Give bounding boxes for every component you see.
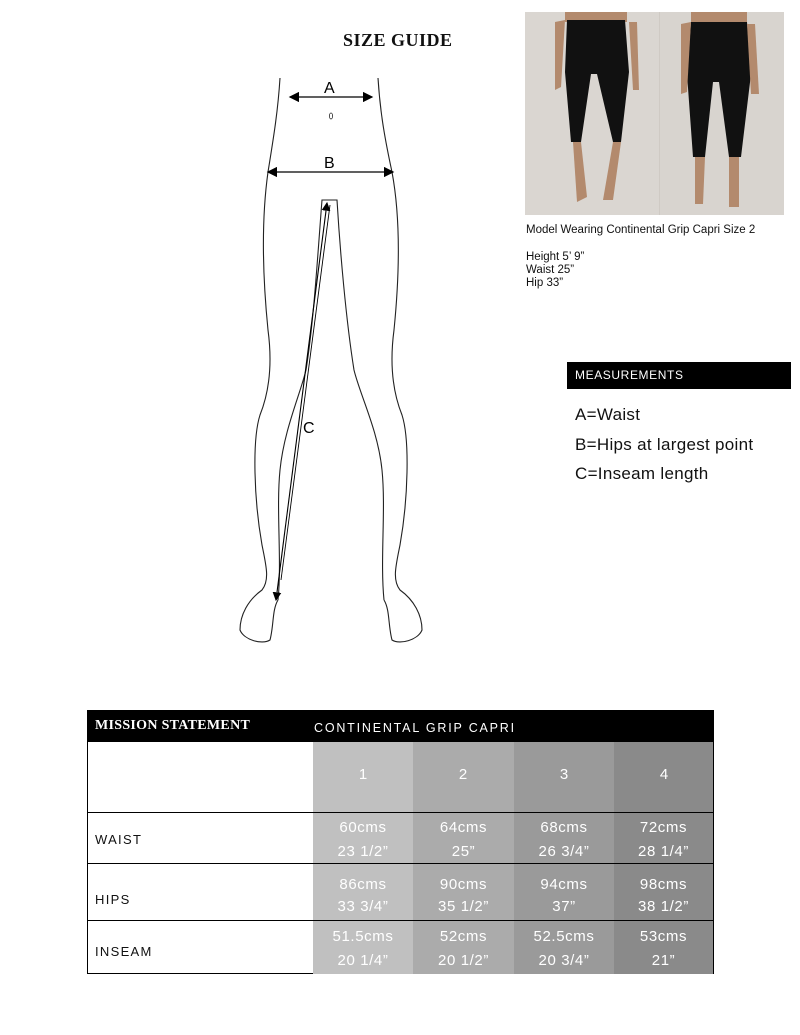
model-figures <box>525 12 784 215</box>
model-caption <box>526 224 755 290</box>
table-header-product: CONTINENTAL GRIP CAPRI <box>314 721 516 735</box>
model-waist: Waist 25” <box>526 264 575 276</box>
label-a: A <box>324 80 335 97</box>
table-cell: 26 3/4” <box>538 843 590 860</box>
table-cell: 60cms <box>339 819 387 836</box>
leggings-outline-right <box>378 78 422 642</box>
measurement-item-c: C=Inseam length <box>575 464 709 483</box>
model-caption-title: Model Wearing Continental Grip Capri Size 2 <box>526 224 756 236</box>
table-cell: 68cms <box>540 819 588 836</box>
model-height: Height 5’ 9” <box>526 251 585 263</box>
leggings-diagram <box>230 70 440 650</box>
table-cell: 94cms <box>540 876 588 893</box>
size-header-1: 1 <box>358 766 368 783</box>
table-cell: 20 1/4” <box>337 952 389 969</box>
table-cell: 37” <box>552 898 576 915</box>
table-cell: 25” <box>451 843 476 860</box>
label-c: C <box>303 420 315 437</box>
row-label-inseam: INSEAM <box>95 944 153 959</box>
table-cell: 28 1/4” <box>638 843 689 860</box>
table-cell: 20 3/4” <box>538 952 590 969</box>
table-header <box>88 711 713 742</box>
size-table <box>87 710 714 974</box>
table-cell: 53cms <box>639 928 688 945</box>
measurement-item-a: A=Waist <box>575 405 641 424</box>
table-cell: 21” <box>651 952 676 969</box>
table-cell: 52.5cms <box>533 928 595 945</box>
leggings-inner <box>278 200 384 600</box>
table-cell: 98cms <box>639 876 688 893</box>
page-title: SIZE GUIDE <box>343 30 453 50</box>
table-cell: 64cms <box>439 819 488 836</box>
measurement-item-b: B=Hips at largest point <box>575 434 754 454</box>
table-cell: 38 1/2” <box>638 898 689 915</box>
table-cell: 72cms <box>639 819 688 836</box>
table-cell: 23 1/2” <box>337 843 389 860</box>
table-header-left: MISSION STATEMENT <box>95 718 251 733</box>
table-cell: 33 3/4” <box>337 898 389 915</box>
table-cell: 90cms <box>439 876 488 893</box>
navel <box>329 113 332 119</box>
table-cell: 20 1/2” <box>438 952 489 969</box>
size-header-3: 3 <box>559 766 569 783</box>
model-hip: Hip 33” <box>526 277 564 289</box>
model-photo <box>525 12 784 215</box>
size-header-2: 2 <box>458 766 468 783</box>
table-cell: 35 1/2” <box>438 898 489 915</box>
size-header-4: 4 <box>659 766 669 783</box>
arrow-c <box>276 203 327 600</box>
leggings-outline-left <box>240 78 280 642</box>
measurements-list <box>575 400 753 489</box>
label-b: B <box>324 155 335 172</box>
row-label-hips: HIPS <box>95 892 131 907</box>
row-label-waist: WAIST <box>95 832 143 847</box>
table-cell: 86cms <box>339 876 387 893</box>
table-cell: 51.5cms <box>332 928 394 945</box>
row-divider <box>88 812 713 813</box>
row-divider <box>88 863 713 864</box>
measurements-header: MEASUREMENTS <box>567 362 791 389</box>
arrow-c-inner <box>281 205 330 580</box>
table-cell: 52cms <box>439 928 488 945</box>
row-divider <box>88 920 713 921</box>
